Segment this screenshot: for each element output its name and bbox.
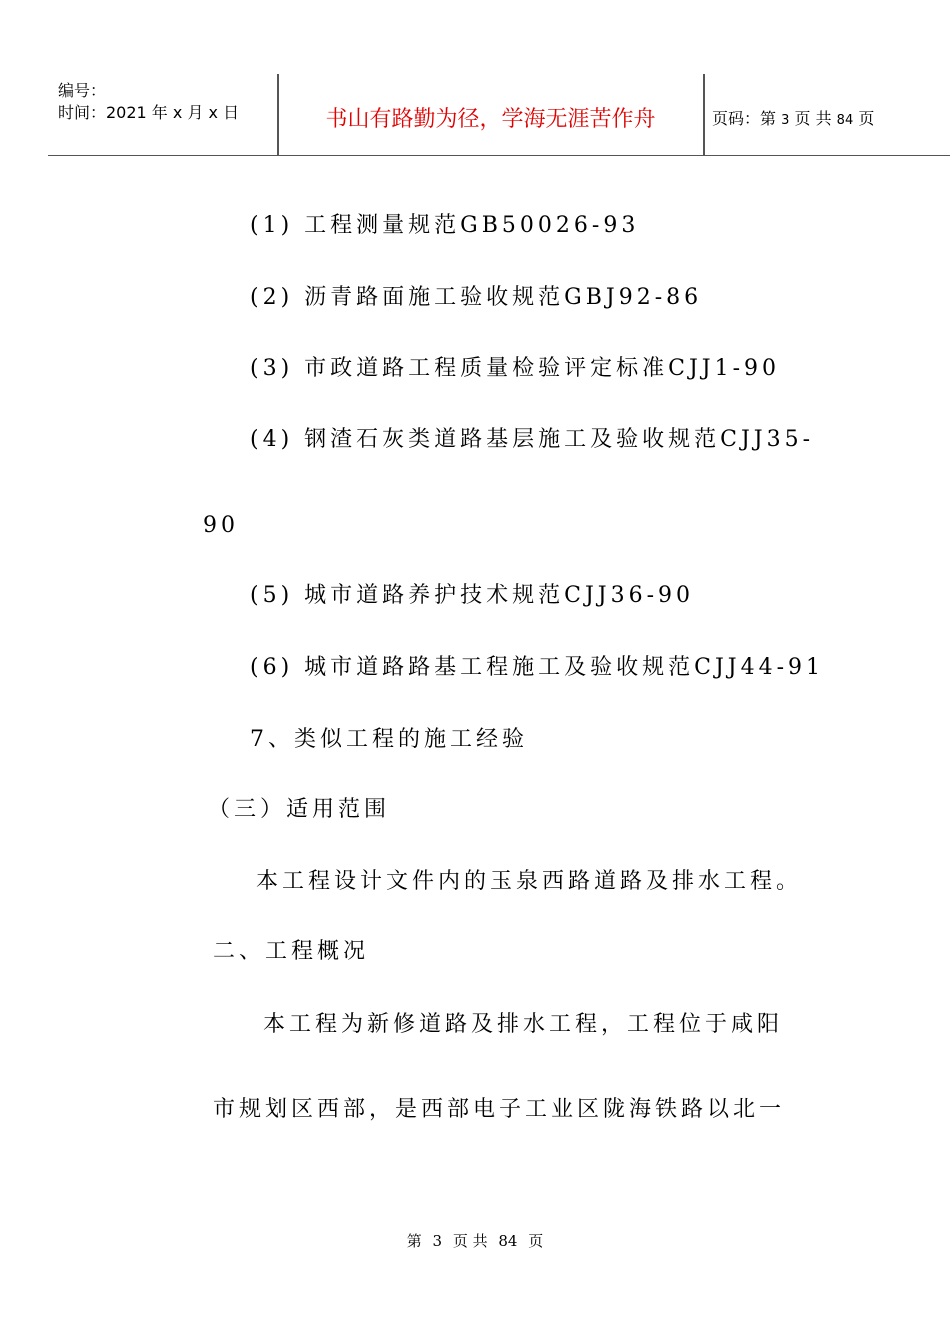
section-heading-overview: 二、工程概况 bbox=[213, 939, 370, 964]
spec-item-5: (5) 城市道路养护技术规范CJJ36-90 bbox=[250, 583, 695, 608]
page-current: 3 bbox=[781, 113, 790, 128]
spec-item-2: (2) 沥青路面施工验收规范GBJ92-86 bbox=[250, 285, 703, 310]
footer-prefix: 第 bbox=[406, 1232, 422, 1250]
footer-suffix: 页 bbox=[528, 1232, 544, 1250]
overview-paragraph-line-2: 市规划区西部，是西部电子工业区陇海铁路以北一 bbox=[213, 1097, 786, 1122]
section-heading-scope: （三）适用范围 bbox=[208, 797, 391, 822]
page-footer bbox=[0, 1230, 950, 1251]
overview-paragraph-line-1: 本工程为新修道路及排水工程，工程位于咸阳 bbox=[263, 1012, 784, 1037]
header-divider bbox=[703, 74, 705, 155]
spec-item-7: 7、类似工程的施工经验 bbox=[250, 727, 528, 752]
footer-mid: 页 共 bbox=[452, 1232, 488, 1250]
page-suffix: 页 bbox=[858, 109, 875, 128]
spec-item-4-continued: 90 bbox=[203, 513, 239, 538]
page-mid: 页 共 bbox=[794, 109, 832, 128]
scope-paragraph: 本工程设计文件内的玉泉西路道路及排水工程。 bbox=[256, 869, 803, 894]
footer-current-page: 3 bbox=[432, 1232, 443, 1250]
spec-item-4: (4) 钢渣石灰类道路基层施工及验收规范CJJ35- bbox=[250, 427, 815, 452]
doc-number-label: 编号： bbox=[58, 81, 107, 100]
header-meta bbox=[58, 80, 239, 124]
page-header bbox=[48, 74, 950, 156]
spec-item-1: (1) 工程测量规范GB50026-93 bbox=[250, 213, 640, 238]
header-page-info bbox=[712, 106, 874, 129]
page-total: 84 bbox=[836, 113, 854, 128]
header-motto: 书山有路勤为径，学海无涯苦作舟 bbox=[325, 107, 656, 132]
spec-item-6: (6) 城市道路路基工程施工及验收规范CJJ44-91 bbox=[250, 655, 825, 680]
doc-time-label: 时间：2021 年 x 月 x 日 bbox=[58, 103, 240, 122]
spec-item-3: (3) 市政道路工程质量检验评定标准CJJ1-90 bbox=[250, 356, 781, 381]
footer-total-pages: 84 bbox=[498, 1232, 518, 1250]
page-prefix: 页码：第 bbox=[712, 109, 777, 128]
